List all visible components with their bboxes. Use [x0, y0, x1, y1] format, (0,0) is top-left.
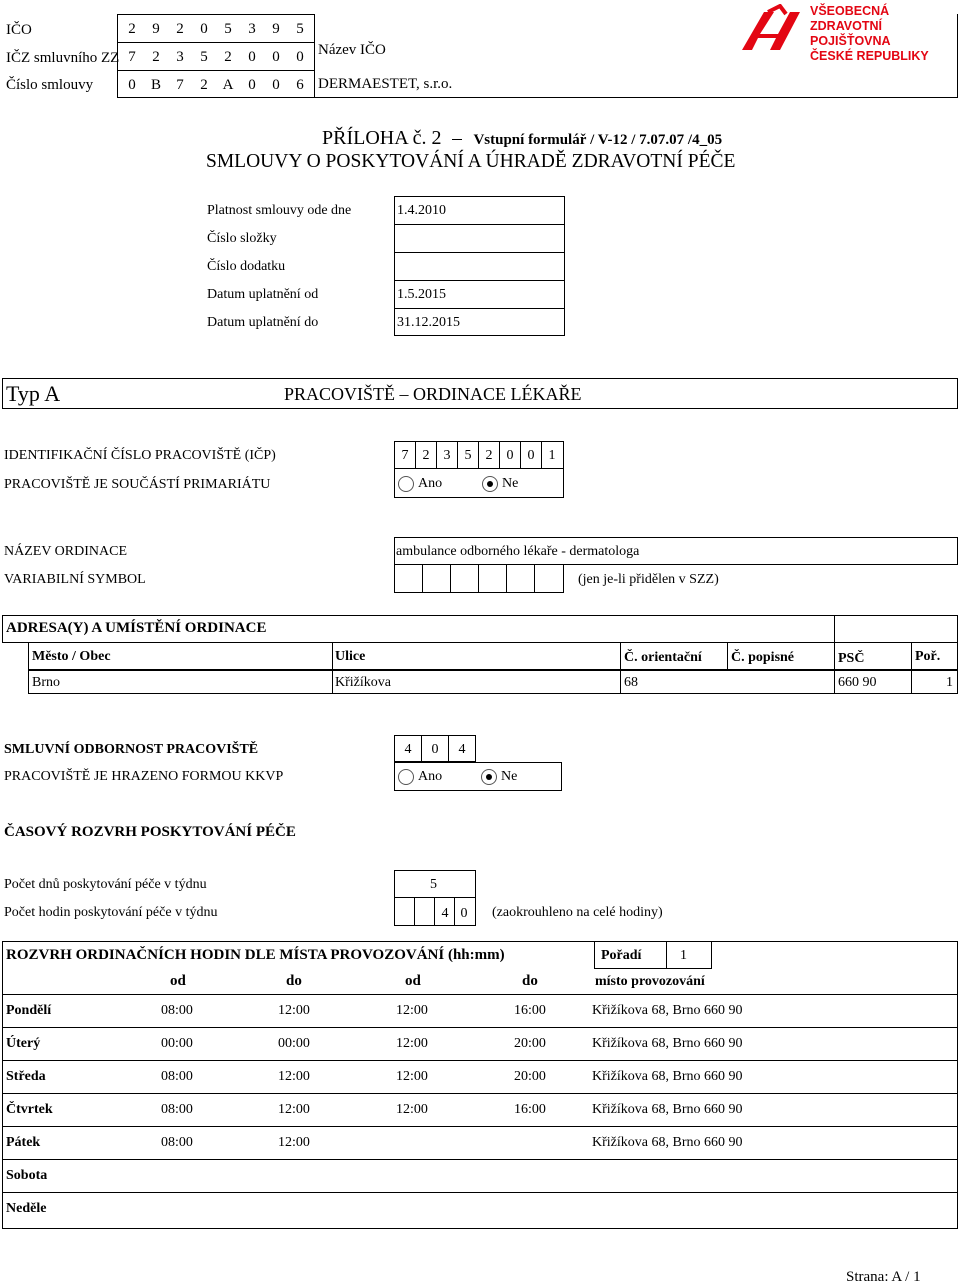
divider [834, 643, 835, 670]
hours-table-frame [2, 941, 958, 1229]
icp-label: IDENTIFIKAČNÍ ČÍSLO PRACOVIŠTĚ (IČP) [4, 448, 276, 463]
kkvp-label: PRACOVIŠTĚ JE HRAZENO FORMOU KKVP [4, 769, 284, 784]
day-label: Pondělí [6, 1003, 52, 1018]
divider [2, 1027, 958, 1028]
type-label: Typ A [6, 381, 61, 406]
place: Křižíkova 68, Brno 660 90 [592, 1036, 743, 1051]
ordinace-name-value: ambulance odborného lékaře - dermatologa [396, 544, 640, 559]
specialty-label: SMLUVNÍ ODBORNOST PRACOVIŠTĚ [4, 742, 259, 757]
kkvp-no-radio[interactable] [481, 769, 497, 785]
hours-table-heading: ROZVRH ORDINAČNÍCH HODIN DLE MÍSTA PROVOZOVÁNÍ (hh:mm) [6, 947, 505, 963]
divider [422, 565, 423, 593]
digit: 1 [548, 448, 556, 463]
col-street: Ulice [335, 649, 366, 664]
divider [834, 670, 835, 694]
divider [666, 941, 667, 969]
place: Křižíkova 68, Brno 660 90 [592, 1003, 743, 1018]
address-heading: ADRESA(Y) A UMÍSTĚNÍ ORDINACE [6, 620, 267, 636]
address-city: Brno [32, 675, 60, 690]
primariat-label: PRACOVIŠTĚ JE SOUČÁSTÍ PRIMARIÁTU [4, 477, 271, 492]
divider [2, 1159, 958, 1160]
primariat-no-label: Ne [502, 476, 519, 491]
logo-line-3: ČESKÉ REPUBLIKY [810, 49, 929, 63]
divider [450, 565, 451, 593]
validity-value: 1.4.2010 [397, 203, 446, 218]
digit: 0 [248, 49, 256, 65]
digit: 0 [527, 448, 535, 463]
kkvp-yes-radio[interactable] [398, 769, 414, 785]
time-od-2: 12:00 [396, 1036, 428, 1051]
divider [394, 308, 565, 309]
digit: 5 [200, 49, 208, 65]
form-code: Vstupní formulář / V-12 / 7.07.07 /4_05 [473, 132, 723, 148]
logo-line-2: ZDRAVOTNÍ POJIŠŤOVNA [810, 19, 891, 48]
col-do-2: do [522, 973, 538, 989]
digit: 2 [485, 448, 493, 463]
digit: 9 [152, 21, 160, 37]
time-do-2: 16:00 [514, 1003, 546, 1018]
vzp-emblem-icon [740, 4, 812, 52]
time-do-1: 12:00 [278, 1102, 310, 1117]
digit: 5 [224, 21, 232, 37]
time-od-1: 08:00 [161, 1069, 193, 1084]
digit: 6 [296, 77, 304, 93]
time-od-1: 00:00 [161, 1036, 193, 1051]
col-od-1: od [170, 973, 186, 989]
time-do-2: 20:00 [514, 1069, 546, 1084]
schedule-heading: ČASOVÝ ROZVRH POSKYTOVÁNÍ PÉČE [4, 824, 296, 840]
col-orient: Č. orientační [624, 650, 702, 665]
digit: 2 [224, 49, 232, 65]
col-popis: Č. popisné [731, 650, 795, 665]
vs-note: (jen je-li přidělen v SZZ) [578, 572, 719, 587]
digit: 4 [404, 742, 412, 757]
days-label: Počet dnů poskytování péče v týdnu [4, 877, 207, 892]
validity-label: Číslo složky [207, 231, 277, 246]
page-number: Strana: A / 1 [846, 1269, 921, 1285]
day-label: Sobota [6, 1168, 48, 1183]
divider [911, 643, 912, 670]
digit: B [150, 77, 161, 93]
divider [117, 70, 315, 71]
vzp-logo [740, 4, 960, 63]
time-do-1: 12:00 [278, 1069, 310, 1084]
company-name-value: DERMAESTET, s.r.o. [318, 76, 453, 92]
day-label: Čtvrtek [6, 1102, 53, 1117]
time-od-2: 12:00 [396, 1069, 428, 1084]
annex-label: PŘÍLOHA č. 2 [322, 127, 442, 149]
divider [332, 643, 333, 670]
address-psc: 660 90 [838, 675, 877, 690]
col-place: místo provozování [595, 974, 705, 989]
hours-label: Počet hodin poskytování péče v týdnu [4, 905, 218, 920]
contract-digits [122, 77, 312, 95]
validity-label: Datum uplatnění do [207, 315, 319, 330]
digit: 2 [422, 448, 430, 463]
day-label: Neděle [6, 1201, 47, 1216]
digit: 5 [296, 21, 304, 37]
divider [394, 252, 565, 253]
divider [117, 42, 315, 43]
time-od-2: 12:00 [396, 1102, 428, 1117]
ordinace-name-label: NÁZEV ORDINACE [4, 544, 128, 559]
col-do-1: do [286, 973, 302, 989]
digit: 4 [458, 742, 466, 757]
order-value: 1 [680, 948, 687, 963]
time-do-1: 00:00 [278, 1036, 310, 1051]
digit: 0 [128, 77, 136, 93]
vs-label: VARIABILNÍ SYMBOL [4, 572, 146, 587]
digit: 0 [506, 448, 514, 463]
ico-digits [122, 21, 312, 39]
validity-label: Platnost smlouvy ode dne [207, 203, 352, 218]
digit: A [222, 77, 234, 93]
address-row [28, 670, 958, 694]
divider [2, 1060, 958, 1061]
digit: 7 [176, 77, 184, 93]
divider [506, 565, 507, 593]
col-order: Poř. [915, 649, 941, 664]
digit: 9 [272, 21, 280, 37]
title-line-1 [322, 128, 722, 148]
address-street: Křižíkova [335, 675, 391, 690]
address-header-row [28, 643, 958, 670]
primariat-yes-radio[interactable] [398, 476, 414, 492]
digit: 2 [200, 77, 208, 93]
digit: 7 [401, 448, 409, 463]
digit: 2 [128, 21, 136, 37]
digit: 0 [296, 49, 304, 65]
divider [2, 1192, 958, 1193]
time-od-1: 08:00 [161, 1135, 193, 1150]
kkvp-no-label: Ne [501, 769, 518, 784]
divider [394, 224, 565, 225]
vs-field [394, 565, 564, 593]
hours-note: (zaokrouhleno na celé hodiny) [492, 905, 663, 920]
digit: 4 [441, 906, 449, 921]
kkvp-yes-label: Ano [418, 769, 443, 784]
divider [620, 643, 621, 670]
digit: 2 [152, 49, 160, 65]
day-label: Pátek [6, 1135, 41, 1150]
validity-value: 31.12.2015 [397, 315, 460, 330]
place: Křižíkova 68, Brno 660 90 [592, 1102, 743, 1117]
contract-number-label: Číslo smlouvy [6, 77, 94, 93]
divider [2, 1093, 958, 1094]
digit: 5 [464, 448, 472, 463]
time-od-2: 12:00 [396, 1003, 428, 1018]
time-do-1: 12:00 [278, 1135, 310, 1150]
divider [834, 615, 835, 643]
day-label: Středa [6, 1069, 46, 1084]
digit: 0 [272, 49, 280, 65]
time-do-1: 12:00 [278, 1003, 310, 1018]
digit: 3 [176, 49, 184, 65]
digit: 0 [200, 21, 208, 37]
divider [2, 1126, 958, 1127]
digit: 0 [431, 742, 439, 757]
divider [727, 643, 728, 670]
specialty-digits [398, 742, 478, 758]
digit: 0 [460, 906, 468, 921]
time-od-1: 08:00 [161, 1003, 193, 1018]
col-city: Město / Obec [32, 649, 111, 664]
time-od-1: 08:00 [161, 1102, 193, 1117]
primariat-no-radio[interactable] [482, 476, 498, 492]
digit: 0 [272, 77, 280, 93]
validity-label: Číslo dodatku [207, 259, 286, 274]
divider [911, 670, 912, 694]
validity-value: 1.5.2015 [397, 287, 446, 302]
logo-line-1: VŠEOBECNÁ [810, 4, 890, 18]
divider [620, 670, 621, 694]
digit: 7 [128, 49, 136, 65]
validity-label: Datum uplatnění od [207, 287, 319, 302]
iczzz-label: IČZ smluvního ZZ [6, 50, 120, 66]
place: Křižíkova 68, Brno 660 90 [592, 1135, 743, 1150]
day-label: Úterý [6, 1036, 41, 1051]
time-do-2: 20:00 [514, 1036, 546, 1051]
divider [394, 280, 565, 281]
digit: 3 [248, 21, 256, 37]
time-do-2: 16:00 [514, 1102, 546, 1117]
icp-digits [395, 448, 565, 464]
company-name-label: Název IČO [318, 42, 386, 58]
days-value: 5 [430, 877, 437, 892]
digit: 3 [443, 448, 451, 463]
digit: 2 [176, 21, 184, 37]
col-od-2: od [405, 973, 421, 989]
place: Křižíkova 68, Brno 660 90 [592, 1069, 743, 1084]
address-order: 1 [946, 675, 953, 690]
col-psc: PSČ [838, 651, 865, 666]
divider [2, 994, 958, 995]
ico-label: IČO [6, 22, 32, 38]
type-heading: PRACOVIŠTĚ – ORDINACE LÉKAŘE [284, 384, 582, 404]
divider [534, 565, 535, 593]
title-line-2: SMLOUVY O POSKYTOVÁNÍ A ÚHRADĚ ZDRAVOTNÍ PÉČE [206, 151, 736, 172]
iczzz-digits [122, 49, 312, 67]
primariat-yes-label: Ano [418, 476, 443, 491]
hours-digits [414, 906, 476, 922]
digit: 0 [248, 77, 256, 93]
divider [478, 565, 479, 593]
divider [332, 670, 333, 694]
address-orient: 68 [624, 675, 638, 690]
order-label: Pořadí [601, 948, 642, 963]
